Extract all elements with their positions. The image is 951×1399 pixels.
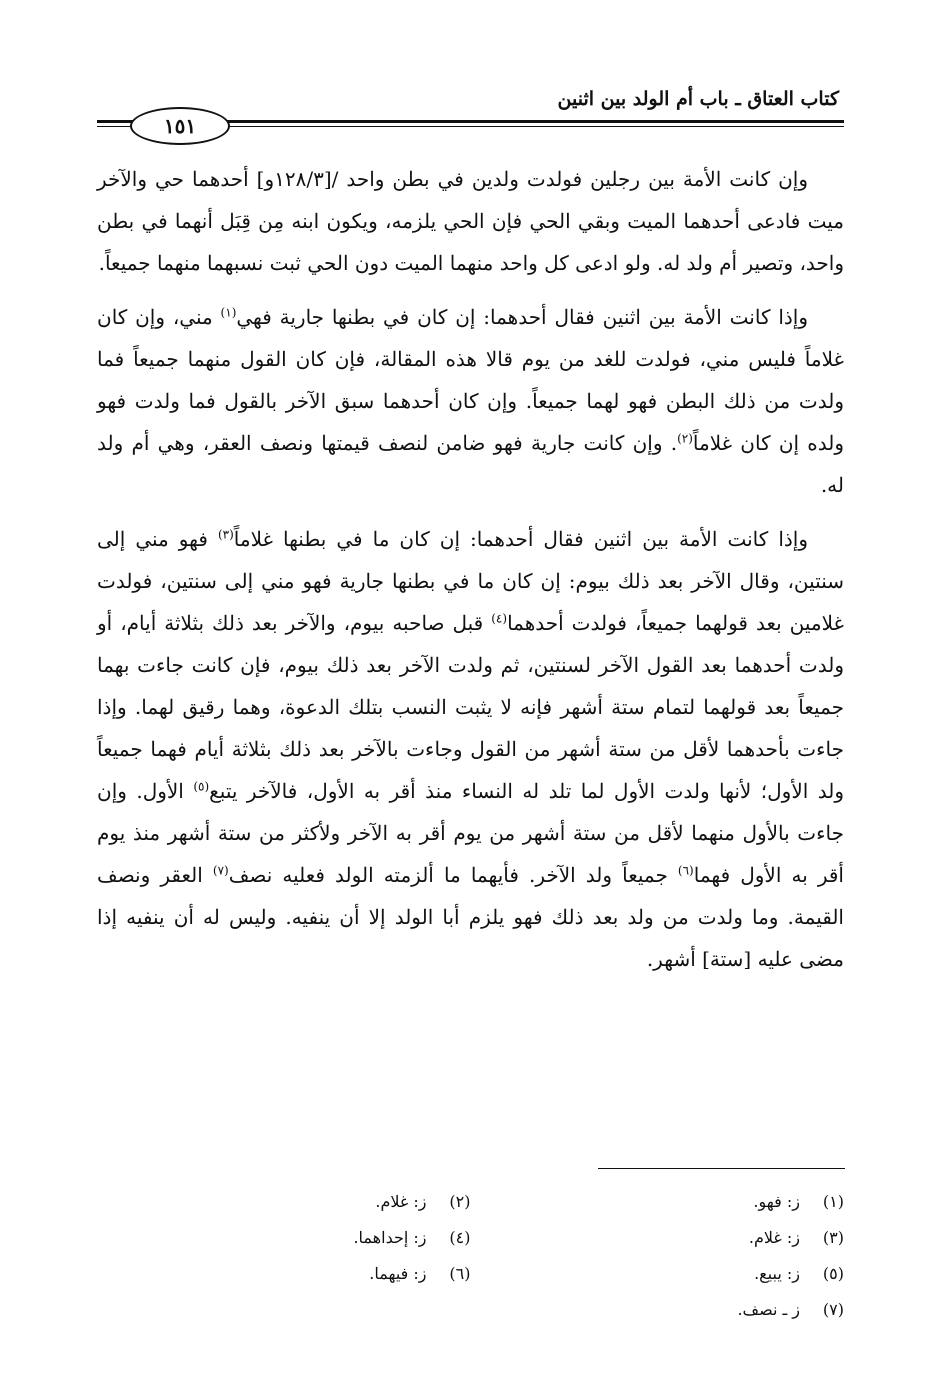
footnote-rule	[598, 1168, 845, 1169]
footnote-6	[97, 1264, 471, 1283]
footnote-2	[97, 1192, 471, 1211]
footnote-4	[97, 1228, 471, 1247]
footnote-number: (٥)	[822, 1263, 844, 1283]
footnote-number: (٢)	[449, 1191, 471, 1211]
footnote-marker: (١)	[220, 305, 237, 320]
page-number: ١٥١	[130, 107, 230, 145]
text-run: فهو مني إلى سنتين، وقال الآخر بعد ذلك بيوم: إن كان ما في بطنها جارية فهو مني إلى سنتين، فولدت غلامين بعد قولهما جميعاً، فولدت أحدهما	[97, 527, 845, 635]
footnote-marker: (٣)	[217, 527, 234, 542]
footnote-text: ز: يبيع.	[754, 1263, 800, 1283]
footnote-text: ز: إحداهما.	[353, 1227, 427, 1247]
footnote-3	[471, 1228, 845, 1247]
paragraph-3	[97, 518, 844, 980]
footnote-number: (٧)	[822, 1299, 844, 1319]
footnote-text: ز: فيهما.	[369, 1263, 427, 1283]
running-title: كتاب العتاق ـ باب أم الولد بين اثنين	[557, 88, 839, 110]
footnote-7	[464, 1300, 844, 1319]
main-text	[97, 158, 844, 992]
footnote-marker: (٧)	[212, 863, 229, 878]
footnote-marker: (٤)	[491, 611, 508, 626]
footnote-marker: (٥)	[193, 779, 210, 794]
footnote-number: (١)	[822, 1191, 844, 1211]
footnote-number: (٤)	[449, 1227, 471, 1247]
footnote-marker: (٢)	[677, 431, 693, 446]
text-run: مني، وإن كان غلاماً فليس مني، فولدت للغد من يوم قالا هذه المقالة، فإن كان القول منهما جميعاً فما ولدت من ذلك البطن فهو لهما جميعاً. وإن كان أحدهما سبق الآخر بالقول فما ولدت فهو ولده إن كان غلاماً	[97, 305, 844, 455]
footnote-text: ز ـ نصف.	[737, 1299, 800, 1319]
paragraph-2	[97, 296, 844, 506]
text-run: وإن كانت الأمة بين رجلين فولدت ولدين في بطن واحد /[١٢٨/٣و] أحدهما حي والآخر ميت فادعى أحدهما الميت وبقي الحي فإن الحي يلزمه، ويكون ابنه مِن قِبَل أنهما في بطن واحد، وتصير أم ولد له. ولو ادعى كل واحد منهما الميت دون الحي ثبت نسبهما منهما جميعاً.	[97, 167, 844, 275]
text-run: العقر ونصف القيمة. وما ولدت من ولد بعد ذلك فهو يلزم أبا الولد إلا أن ينفيه. وليس له أن ينفيه إذا مضى عليه [ستة] أشهر.	[97, 863, 844, 971]
paragraph-1	[97, 158, 844, 284]
footnote-number: (٦)	[449, 1263, 471, 1283]
text-run: جميعاً ولد الآخر. فأيهما ما ألزمته الولد فعليه نصف	[228, 863, 678, 887]
footnote-text: ز: غلام.	[375, 1191, 427, 1211]
footnote-row	[97, 1183, 844, 1219]
footnote-text: ز: غلام.	[748, 1227, 800, 1247]
footnote-row	[97, 1291, 844, 1327]
footnote-number: (٣)	[822, 1227, 844, 1247]
text-run: الأول. وإن جاءت بالأول منهما لأقل من ستة أشهر من يوم أقر به الآخر ولأكثر من ستة أشهر منذ يوم أقر به الأول فهما	[97, 779, 844, 887]
footnote-marker: (٦)	[677, 863, 694, 878]
footnote-row	[97, 1255, 844, 1291]
text-run: قبل صاحبه بيوم، والآخر بعد ذلك بثلاثة أيام، أو ولدت أحدهما بعد القول الآخر لسنتين، ثم ولدت الآخر بعد ذلك بيوم، فإن كانت جاءت بهما جميعاً بعد قولهما لتمام ستة أشهر فإنه لا يثبت النسب بتلك الدعوة، وهما رقيق لهما. وإذا جاءت بأحدهما لأقل من ستة أشهر من القول وجاءت بالآخر بعد ذلك بثلاثة أيام فهما جميعاً ولد الأول؛ لأنها ولدت الأول لما تلد له النساء منذ أقر به الأول، فالآخر يتبع	[97, 611, 845, 803]
footnote-row	[97, 1219, 844, 1255]
text-run: وإذا كانت الأمة بين اثنين فقال أحدهما: إن كان في بطنها جارية فهي	[236, 305, 808, 329]
text-run: وإذا كانت الأمة بين اثنين فقال أحدهما: إن كان ما في بطنها غلاماً	[233, 527, 808, 551]
footnotes	[97, 1183, 844, 1327]
footnote-1	[471, 1192, 845, 1211]
text-run: . وإن كانت جارية فهو ضامن لنصف قيمتها ونصف العقر، وهي أم ولد له.	[97, 431, 844, 497]
footnote-5	[471, 1264, 845, 1283]
footnote-text: ز: فهو.	[753, 1191, 800, 1211]
